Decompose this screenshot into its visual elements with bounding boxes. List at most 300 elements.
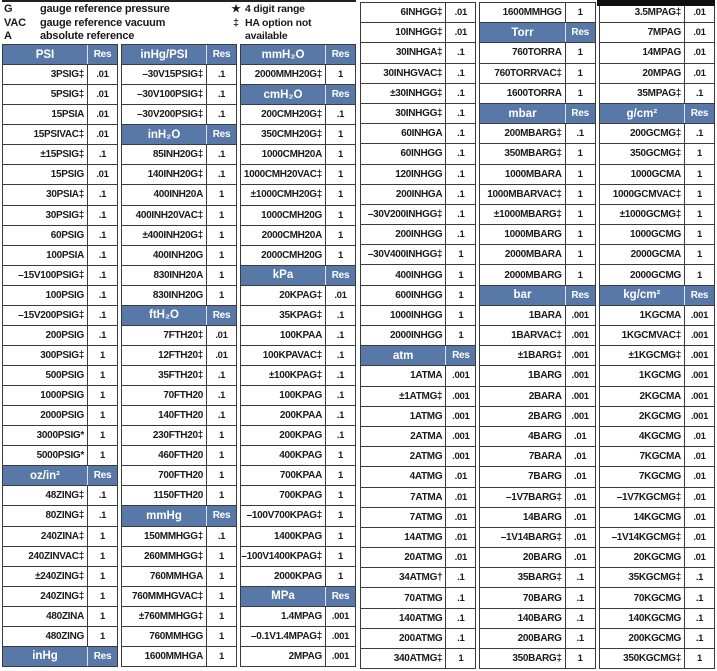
table-row xyxy=(3,265,117,285)
range-cell: –0.1V1.4MPAG‡ xyxy=(241,627,326,646)
range-cell: 760TORRA xyxy=(480,43,565,62)
table-row xyxy=(3,566,117,586)
range-cell: 230FTH20‡ xyxy=(122,426,207,445)
res-cell: .01 xyxy=(215,349,228,361)
unit-label: ftH₂O xyxy=(122,306,207,325)
range-cell: 2KGCMG xyxy=(600,407,685,426)
res-cell: .1 xyxy=(576,612,584,624)
range-cell: 1600MMHGA xyxy=(122,647,207,666)
res-cell: .1 xyxy=(98,269,107,281)
table-row xyxy=(480,63,594,83)
res-cell: .1 xyxy=(457,128,465,140)
table-row xyxy=(361,83,475,103)
range-cell: 35KGCMG‡ xyxy=(600,568,685,587)
res-cell: .01 xyxy=(693,451,706,463)
unit-header-row xyxy=(600,103,714,123)
table-row xyxy=(600,123,714,143)
res-cell: 1 xyxy=(577,269,583,281)
table-row xyxy=(3,305,117,325)
table-row xyxy=(122,546,236,566)
res-cell: .1 xyxy=(695,592,704,604)
table-row xyxy=(241,526,355,546)
res-cell: 1 xyxy=(219,289,224,301)
unit-header-row xyxy=(241,45,355,64)
res-cell: .001 xyxy=(571,350,589,362)
res-header-label: Res xyxy=(326,45,355,64)
note-desc: 4 digit range xyxy=(245,3,305,15)
res-cell: .001 xyxy=(452,431,470,443)
range-cell: 200INHGG xyxy=(361,225,446,244)
table-row xyxy=(600,527,714,547)
table-row xyxy=(361,527,475,547)
range-cell: 30INHGVAC‡ xyxy=(361,64,446,83)
unit-label: cmH₂O xyxy=(241,85,326,104)
range-cell: 34ATMG† xyxy=(361,568,446,587)
table-row xyxy=(241,626,355,646)
range-cell: –30V200INHGG‡ xyxy=(361,205,446,224)
table-row xyxy=(480,365,594,385)
res-cell: .1 xyxy=(695,128,704,140)
table-row xyxy=(3,586,117,606)
table-row xyxy=(600,83,714,103)
table-row xyxy=(241,345,355,365)
res-cell: .1 xyxy=(457,168,465,180)
res-header-label: Res xyxy=(207,45,236,64)
table-row xyxy=(480,42,594,62)
table-row xyxy=(361,446,475,466)
range-cell: 7KGCMG xyxy=(600,467,685,486)
table-row xyxy=(361,386,475,406)
range-cell: ±100KPAG‡ xyxy=(241,366,326,385)
table-row xyxy=(480,507,594,527)
table-row xyxy=(480,184,594,204)
table-row xyxy=(3,164,117,184)
res-cell: .1 xyxy=(576,632,584,644)
table-row xyxy=(480,628,594,648)
range-cell: 3000PSIG* xyxy=(3,426,88,445)
res-cell: 1 xyxy=(458,269,464,281)
res-cell: .001 xyxy=(690,410,709,422)
table-row xyxy=(600,608,714,628)
res-cell: .1 xyxy=(98,510,107,522)
table-row xyxy=(600,143,714,163)
res-cell: 1 xyxy=(219,650,224,662)
unit-label: inHg xyxy=(3,647,88,666)
unit-label: inH₂O xyxy=(122,125,207,144)
range-cell: 1600MMHGG xyxy=(480,3,565,22)
res-cell: 1 xyxy=(100,410,105,422)
range-cell: 12FTH20‡ xyxy=(122,346,207,365)
range-cell: 70ATMG xyxy=(361,588,446,607)
res-cell: .1 xyxy=(98,490,107,502)
range-cell: 700KPAA xyxy=(241,466,326,485)
table-row xyxy=(361,406,475,426)
res-cell: .1 xyxy=(457,229,465,241)
range-cell: 400INH20G xyxy=(122,246,207,265)
legend-desc: gauge reference vacuum xyxy=(40,16,166,29)
res-cell: .01 xyxy=(693,431,706,443)
table-row xyxy=(600,487,714,507)
range-cell: 2KGCMA xyxy=(600,387,685,406)
table-row xyxy=(241,305,355,325)
range-cell: 2000CMH20A xyxy=(241,226,326,245)
range-cell: 350CMH20G‡ xyxy=(241,125,326,144)
range-cell: 200KPAG xyxy=(241,426,326,445)
table-row xyxy=(361,567,475,587)
res-cell: 1 xyxy=(696,168,702,180)
unit-label: MPa xyxy=(241,587,326,606)
table-row xyxy=(3,505,117,525)
res-header-label: Res xyxy=(326,85,355,104)
res-cell: 1 xyxy=(100,349,105,361)
range-cell: –30V15PSIG‡ xyxy=(122,65,207,84)
res-cell: .01 xyxy=(693,491,706,503)
legend-notes xyxy=(230,3,356,44)
table-row xyxy=(122,164,236,184)
range-cell: –100V700KPAG‡ xyxy=(241,506,326,525)
range-cell: ±1000MBARG‡ xyxy=(480,205,565,224)
res-cell: .1 xyxy=(98,229,107,241)
res-cell: 1 xyxy=(577,653,583,665)
range-cell: 60PSIG xyxy=(3,226,88,245)
res-cell: .001 xyxy=(690,370,709,382)
table-row xyxy=(122,485,236,505)
legend-item xyxy=(2,3,230,17)
res-cell: .1 xyxy=(457,592,465,604)
res-cell: .1 xyxy=(336,410,345,422)
star-icon: ★ xyxy=(231,3,241,15)
range-cell: 5PSIG‡ xyxy=(3,85,88,104)
legend-desc: absolute reference xyxy=(40,30,135,42)
table-row xyxy=(480,406,594,426)
legend-item xyxy=(2,30,230,44)
res-cell: 1 xyxy=(458,289,464,301)
range-cell: 6INHGG‡ xyxy=(361,3,446,22)
range-cell: 7FTH20‡ xyxy=(122,326,207,345)
table-row xyxy=(122,586,236,606)
unit-column xyxy=(479,2,595,669)
table-row xyxy=(3,205,117,225)
table-row xyxy=(361,587,475,607)
res-cell: .01 xyxy=(574,511,587,523)
legend-desc: gauge reference pressure xyxy=(40,3,170,15)
range-cell: 7BARG xyxy=(480,467,565,486)
table-row xyxy=(480,426,594,446)
res-cell: .01 xyxy=(454,491,467,503)
table-row xyxy=(361,487,475,507)
range-cell: 20MPAG xyxy=(600,64,685,83)
table-row xyxy=(122,365,236,385)
res-cell: .001 xyxy=(571,370,589,382)
range-cell: 150MMHGG‡ xyxy=(122,527,207,546)
res-cell: 1 xyxy=(577,249,583,261)
table-row xyxy=(3,365,117,385)
range-cell: 1BARG xyxy=(480,366,565,385)
table-row xyxy=(480,608,594,628)
unit-header-row xyxy=(361,345,475,365)
res-cell: 1 xyxy=(100,590,105,602)
range-cell: 140FTH20 xyxy=(122,406,207,425)
res-cell: .1 xyxy=(98,309,107,321)
range-cell: 30PSIA‡ xyxy=(3,185,88,204)
res-cell: .1 xyxy=(457,632,465,644)
range-cell: 400INH20VAC‡ xyxy=(122,206,207,225)
res-header-label: Res xyxy=(326,266,355,285)
table-row xyxy=(241,184,355,204)
table-row xyxy=(600,628,714,648)
res-cell: 1 xyxy=(338,249,343,261)
table-row xyxy=(122,64,236,84)
unit-header-row xyxy=(480,103,594,123)
range-cell: 600INHGG xyxy=(361,286,446,305)
table-row xyxy=(480,345,594,365)
table-row xyxy=(122,606,236,626)
table-row xyxy=(3,144,117,164)
table-row xyxy=(241,485,355,505)
table-row xyxy=(3,225,117,245)
res-cell: .1 xyxy=(336,349,345,361)
table-row xyxy=(3,485,117,505)
res-cell: 1 xyxy=(219,229,224,241)
table-row xyxy=(361,285,475,305)
res-cell: .1 xyxy=(98,209,107,221)
left-table-columns xyxy=(2,44,356,667)
range-cell: 60INHGA xyxy=(361,124,446,143)
table-row xyxy=(241,646,355,666)
table-row xyxy=(361,164,475,184)
legend-key: G xyxy=(4,3,13,15)
range-cell: 100KPAVAC‡ xyxy=(241,346,326,365)
range-cell: 200PSIG xyxy=(3,326,88,345)
left-table-block xyxy=(2,0,356,667)
res-cell: .1 xyxy=(98,289,107,301)
res-cell: 1 xyxy=(338,169,343,181)
unit-column xyxy=(121,44,237,667)
range-cell: 350KGCMG‡ xyxy=(600,649,685,668)
range-cell: 460FTH20 xyxy=(122,446,207,465)
res-cell: .01 xyxy=(454,27,467,39)
res-cell: .1 xyxy=(336,329,345,341)
res-cell: .1 xyxy=(217,109,226,121)
range-cell: 48ZING‡ xyxy=(3,486,88,505)
table-row xyxy=(3,104,117,124)
unit-header-row xyxy=(122,305,236,325)
range-cell: 7ATMG xyxy=(361,508,446,527)
range-cell: –1V7BARG‡ xyxy=(480,488,565,507)
table-row xyxy=(122,445,236,465)
range-cell: 200BARG xyxy=(480,629,565,648)
range-cell: 100KPAG xyxy=(241,386,326,405)
res-cell: .1 xyxy=(217,89,226,101)
range-cell: ±30INHGG‡ xyxy=(361,84,446,103)
table-row xyxy=(361,466,475,486)
res-cell: 1 xyxy=(577,188,583,200)
range-cell: 2000GCMG xyxy=(600,265,685,284)
range-cell: 1KGCMA xyxy=(600,306,685,325)
range-cell: 400INH20A xyxy=(122,185,207,204)
res-cell: 1 xyxy=(338,530,343,542)
range-cell: 760MMHGVAC‡ xyxy=(122,587,207,606)
table-row xyxy=(241,225,355,245)
res-cell: 1 xyxy=(338,229,343,241)
res-cell: .1 xyxy=(217,149,226,161)
table-row xyxy=(122,205,236,225)
table-row xyxy=(600,365,714,385)
res-cell: 1 xyxy=(577,168,583,180)
res-header-label: Res xyxy=(446,346,475,365)
res-cell: .01 xyxy=(693,471,706,483)
res-cell: 1 xyxy=(577,229,583,241)
table-row xyxy=(241,425,355,445)
range-cell: 260MMHGG‡ xyxy=(122,547,207,566)
table-row xyxy=(3,526,117,546)
table-row xyxy=(361,204,475,224)
range-cell: 760MMHGG xyxy=(122,627,207,646)
res-cell: .1 xyxy=(457,148,465,160)
res-cell: 1 xyxy=(219,470,224,482)
table-row xyxy=(241,245,355,265)
range-cell: 240ZING‡ xyxy=(3,587,88,606)
range-cell: 2MPAG xyxy=(241,647,326,666)
note-desc: HA option not available xyxy=(244,16,312,42)
res-cell: .1 xyxy=(98,189,107,201)
range-cell: 100PSIG xyxy=(3,286,88,305)
legend-key: A xyxy=(4,30,12,42)
unit-header-row xyxy=(600,285,714,305)
res-cell: 1 xyxy=(577,7,583,19)
unit-label: Torr xyxy=(480,23,565,42)
range-cell: –15V100PSIG‡ xyxy=(3,266,88,285)
table-row xyxy=(361,123,475,143)
res-cell: .1 xyxy=(457,208,465,220)
range-cell: 240ZINVAC‡ xyxy=(3,547,88,566)
res-cell: .01 xyxy=(574,471,587,483)
res-cell: 1 xyxy=(577,148,583,160)
table-row xyxy=(361,3,475,22)
res-cell: 1 xyxy=(338,490,343,502)
unit-label: inHg/PSI xyxy=(122,45,207,64)
table-row xyxy=(361,63,475,83)
range-cell: 100KPAA xyxy=(241,326,326,345)
range-cell: 2000MBARA xyxy=(480,245,565,264)
range-cell: –15V200PSIG‡ xyxy=(3,306,88,325)
range-cell: 120INHGG xyxy=(361,165,446,184)
table-row xyxy=(600,567,714,587)
res-cell: 1 xyxy=(219,269,224,281)
table-row xyxy=(361,224,475,244)
res-cell: .01 xyxy=(454,511,467,523)
res-cell: 1 xyxy=(100,370,105,382)
unit-header-row xyxy=(3,45,117,64)
res-cell: .1 xyxy=(695,87,704,99)
res-cell: .1 xyxy=(217,169,226,181)
table-row xyxy=(122,225,236,245)
table-row xyxy=(241,405,355,425)
range-cell: 200KGCMG xyxy=(600,629,685,648)
unit-label: mbar xyxy=(480,104,565,123)
unit-label: g/cm² xyxy=(600,104,685,123)
res-header-label: Res xyxy=(207,125,236,144)
res-cell: .001 xyxy=(571,410,589,422)
range-cell: 14KGCMG xyxy=(600,508,685,527)
res-cell: 1 xyxy=(458,249,464,261)
table-row xyxy=(3,425,117,445)
res-cell: 1 xyxy=(577,47,583,59)
range-cell: 760TORRVAC‡ xyxy=(480,64,565,83)
table-row xyxy=(480,204,594,224)
res-cell: .01 xyxy=(96,129,109,141)
range-cell: 35FTH20‡ xyxy=(122,366,207,385)
table-row xyxy=(480,446,594,466)
res-cell: .01 xyxy=(693,7,706,19)
range-cell: 2BARG xyxy=(480,407,565,426)
res-cell: .1 xyxy=(457,67,465,79)
table-row xyxy=(241,144,355,164)
table-row xyxy=(480,547,594,567)
table-row xyxy=(122,184,236,204)
range-cell: 1600TORRA xyxy=(480,84,565,103)
range-cell: 1150FTH20 xyxy=(122,486,207,505)
table-row xyxy=(361,305,475,325)
range-cell: 240ZINA‡ xyxy=(3,527,88,546)
res-cell: 1 xyxy=(338,470,343,482)
res-cell: .01 xyxy=(693,511,706,523)
res-cell: 1 xyxy=(100,550,105,562)
table-row xyxy=(600,264,714,284)
range-cell: 500PSIG xyxy=(3,366,88,385)
res-cell: .01 xyxy=(693,27,706,39)
table-row xyxy=(600,406,714,426)
table-row xyxy=(600,426,714,446)
range-cell: 700FTH20 xyxy=(122,466,207,485)
table-row xyxy=(241,546,355,566)
range-cell: 7BARA xyxy=(480,447,565,466)
res-cell: 1 xyxy=(338,570,343,582)
range-cell: 200KPAA xyxy=(241,406,326,425)
range-cell: 830INH20G xyxy=(122,286,207,305)
res-cell: 1 xyxy=(338,209,343,221)
res-cell: .01 xyxy=(454,7,467,19)
legend xyxy=(2,0,356,44)
res-cell: .001 xyxy=(331,610,350,622)
table-row xyxy=(122,425,236,445)
res-cell: .1 xyxy=(457,612,465,624)
table-row xyxy=(600,224,714,244)
table-row xyxy=(3,64,117,84)
range-cell: 30INHGA‡ xyxy=(361,43,446,62)
res-cell: 1 xyxy=(696,249,702,261)
res-cell: 1 xyxy=(338,149,343,161)
table-row xyxy=(600,386,714,406)
range-cell: 200INHGA xyxy=(361,185,446,204)
res-cell: .001 xyxy=(690,390,709,402)
range-cell: 1000PSIG xyxy=(3,386,88,405)
table-row xyxy=(241,285,355,305)
table-row xyxy=(600,507,714,527)
range-cell: 2000MMH20G‡ xyxy=(241,65,326,84)
range-cell: 1000CMH20A xyxy=(241,145,326,164)
res-cell: .001 xyxy=(452,410,470,422)
res-header-label: Res xyxy=(685,104,714,123)
unit-header-row xyxy=(241,84,355,104)
table-row xyxy=(480,567,594,587)
res-cell: .1 xyxy=(457,572,465,584)
table-row xyxy=(241,365,355,385)
range-cell: 200MBARG‡ xyxy=(480,124,565,143)
res-cell: .1 xyxy=(336,309,345,321)
table-row xyxy=(122,345,236,365)
res-cell: .1 xyxy=(695,572,704,584)
